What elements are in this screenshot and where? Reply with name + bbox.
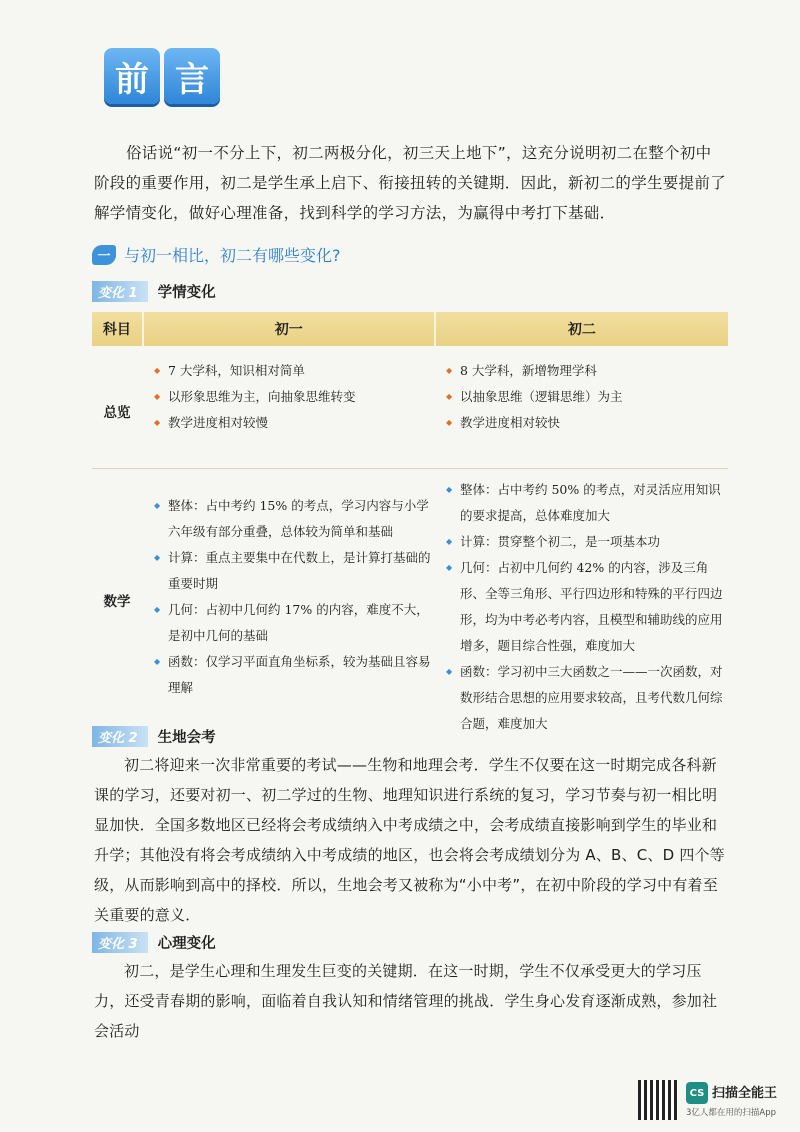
change-2-paragraph: 初二将迎来一次非常重要的考试——生物和地理会考．学生不仅要在这一时期完成各科新课的学习，还要对初一、初二学过的生物、地理知识进行系统的复习，学习节奏与初一相比明显加快．全国多数地区已经将会考成绩纳入中考成绩之中，会考成绩直接影响到学生的毕业和升学；其他没有将会考成绩纳入中考成绩的地区，也会将会考成绩划分为 A、B、C、D 四个等级，从而影响到高中的择校．所以，生地会考又被称为“小中考”，在初中阶段的学习中有着至关重要的意义． (94, 756, 725, 924)
section-number-badge: 一 (92, 245, 116, 265)
list-item: ◆ 函数：仅学习平面直角坐标系，较为基础且容易理解 (154, 649, 434, 701)
list-item: ◆ 以抽象思维（逻辑思维）为主 (446, 384, 728, 410)
title-char-1: 前 (104, 48, 160, 104)
math-grade-1 (142, 477, 434, 727)
list-item: ◆ 教学进度相对较快 (446, 410, 728, 436)
list-item: ◆ 函数：学习初中三大函数之一——一次函数，对数形结合思想的应用要求较高，且考代数几何综合题，难度加大 (446, 659, 728, 737)
change-3-paragraph: 初二，是学生心理和生理发生巨变的关键期．在这一时期，学生不仅承受更大的学习压力，还受青春期的影响，面临着自我认知和情绪管理的挑战．学生身心发育逐渐成熟，参加社会活动 (94, 962, 718, 1040)
list-item: ◆ 计算：贯穿整个初二，是一项基本功 (446, 529, 728, 555)
list-item: ◆ 整体：占中考约 50% 的考点，对灵活应用知识的要求提高，总体难度加大 (446, 477, 728, 529)
row-subject: 总览 (103, 405, 131, 421)
table-row-overview (92, 346, 728, 468)
header-grade-2: 初二 (434, 312, 728, 346)
list-item: ◆ 7 大学科，知识相对简单 (154, 358, 434, 384)
math-grade-2 (434, 477, 728, 731)
list-item: ◆ 几何：占初中几何约 42% 的内容，涉及三角形、全等三角形、平行四边形和特殊的平行四边形，均为中考必考内容，且模型和辅助线的应用增多，题目综合性强，难度加大 (446, 555, 728, 659)
preface-title (104, 48, 220, 104)
list-item: ◆ 以形象思维为主，向抽象思维转变 (154, 384, 434, 410)
row-subject: 数学 (103, 594, 131, 610)
change-tag: 变化 1 (92, 281, 148, 302)
list-item: ◆ 几何：占初中几何约 17% 的内容，难度不大，是初中几何的基础 (154, 597, 434, 649)
change-tag: 变化 3 (92, 932, 148, 953)
title-char-2: 言 (164, 48, 220, 104)
overview-grade-2 (434, 358, 728, 468)
list-item: ◆ 整体：占中考约 15% 的考点，学习内容与小学六年级有部分重叠，总体较为简单和基础 (154, 493, 434, 545)
change-1-heading (92, 281, 216, 302)
change-3-heading (92, 932, 216, 953)
footer-brand: 扫描全能王 (712, 1086, 778, 1101)
list-item: ◆ 8 大学科，新增物理学科 (446, 358, 728, 384)
footer-subtitle: 3亿人都在用的扫描App (686, 1108, 777, 1118)
change-title: 学情变化 (157, 285, 216, 301)
change-title: 心理变化 (157, 936, 216, 952)
table-header (92, 312, 728, 346)
change-title: 生地会考 (157, 730, 216, 746)
camscanner-logo-icon: CS (686, 1082, 708, 1104)
list-item: ◆ 计算：重点主要集中在代数上，是计算打基础的重要时期 (154, 545, 434, 597)
header-subject: 科目 (102, 322, 131, 338)
intro-paragraph: 俗话说“初一不分上下，初二两极分化，初三天上地下”，这充分说明初二在整个初中阶段的重要作用，初二是学生承上启下、衔接扭转的关键期．因此，新初二的学生要提前了解学情变化，做好心理准备，找到科学的学习方法，为赢得中考打下基础． (94, 144, 727, 222)
qr-code-icon (638, 1080, 678, 1120)
section-1-heading (92, 243, 341, 266)
list-item: ◆ 教学进度相对较慢 (154, 410, 434, 436)
section-title: 与初一相比，初二有哪些变化? (124, 246, 341, 265)
overview-grade-1 (142, 358, 434, 468)
change-2-heading (92, 726, 216, 747)
change-tag: 变化 2 (92, 726, 148, 747)
table-row-math (92, 469, 728, 731)
comparison-table (92, 312, 728, 731)
header-grade-1: 初一 (142, 312, 434, 346)
